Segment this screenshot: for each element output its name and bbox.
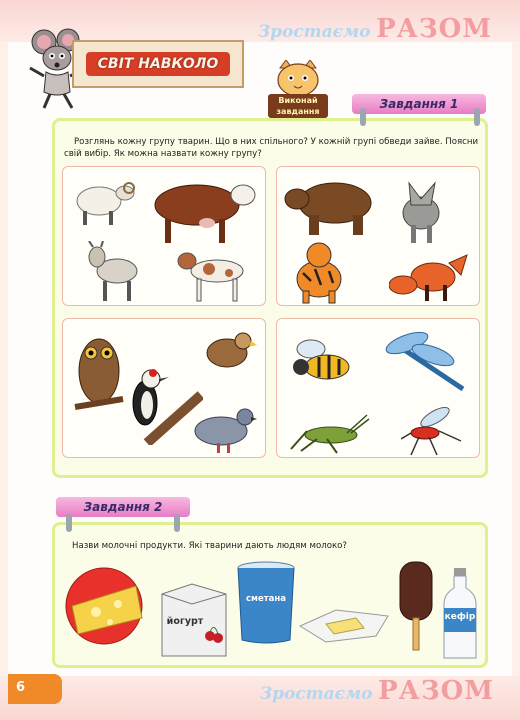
page-number: 6 [16, 680, 26, 695]
animal-group-birds[interactable] [62, 318, 266, 458]
pin-icon [474, 108, 480, 126]
animal-group-domestic[interactable] [62, 166, 266, 306]
task-2-instruction: Назви молочні продукти. Які тварини дають людям молоко? [72, 541, 347, 551]
task-1-instruction: Розглянь кожну групу тварин. Що в них спільного? У кожній групі обведи зайве. Поясни свій вибір. Як можна назвати кожну групу? [64, 137, 479, 159]
task-1-tag: Завдання 1 [352, 94, 486, 114]
dog-illustration [175, 247, 255, 303]
section-title-banner [72, 40, 244, 88]
mosquito-illustration [401, 397, 463, 459]
kefir-label: кефір [444, 612, 476, 622]
goat-illustration [83, 241, 143, 303]
task-badge-label: Виконай завдання [268, 94, 328, 118]
tiger-illustration [287, 241, 353, 305]
wolf-illustration [391, 175, 453, 245]
cheese-illustration [62, 562, 152, 646]
task-2-tag: Завдання 2 [56, 497, 190, 517]
bear-illustration [283, 177, 379, 237]
kefir-bottle-illustration [442, 568, 478, 660]
page-number-tab [8, 674, 62, 704]
sour-cream-label: сметана [245, 594, 287, 604]
yogurt-carton-illustration [156, 580, 230, 658]
grasshopper-illustration [287, 411, 371, 455]
yogurt-label: йогурт [166, 616, 204, 627]
ice-cream-illustration [398, 560, 434, 652]
section-title: СВІТ НАВКОЛО [86, 52, 231, 76]
brand-logo-top: Зростаємо РАЗОМ [257, 14, 492, 44]
butter-illustration [296, 606, 392, 646]
animal-group-insects[interactable] [276, 318, 480, 458]
dragonfly-illustration [383, 329, 473, 399]
fox-illustration [389, 249, 473, 303]
brand-logo-bottom: Зростаємо РАЗОМ [259, 676, 494, 706]
pigeon-illustration [191, 399, 259, 455]
animal-group-wild[interactable] [276, 166, 480, 306]
sheep-illustration [73, 179, 137, 227]
cow-illustration [147, 175, 259, 245]
pin-icon [174, 514, 180, 532]
bee-illustration [287, 337, 359, 389]
sour-cream-illustration [236, 560, 296, 646]
hawk-illustration [199, 327, 259, 379]
pin-icon [66, 514, 72, 532]
pin-icon [360, 108, 366, 126]
